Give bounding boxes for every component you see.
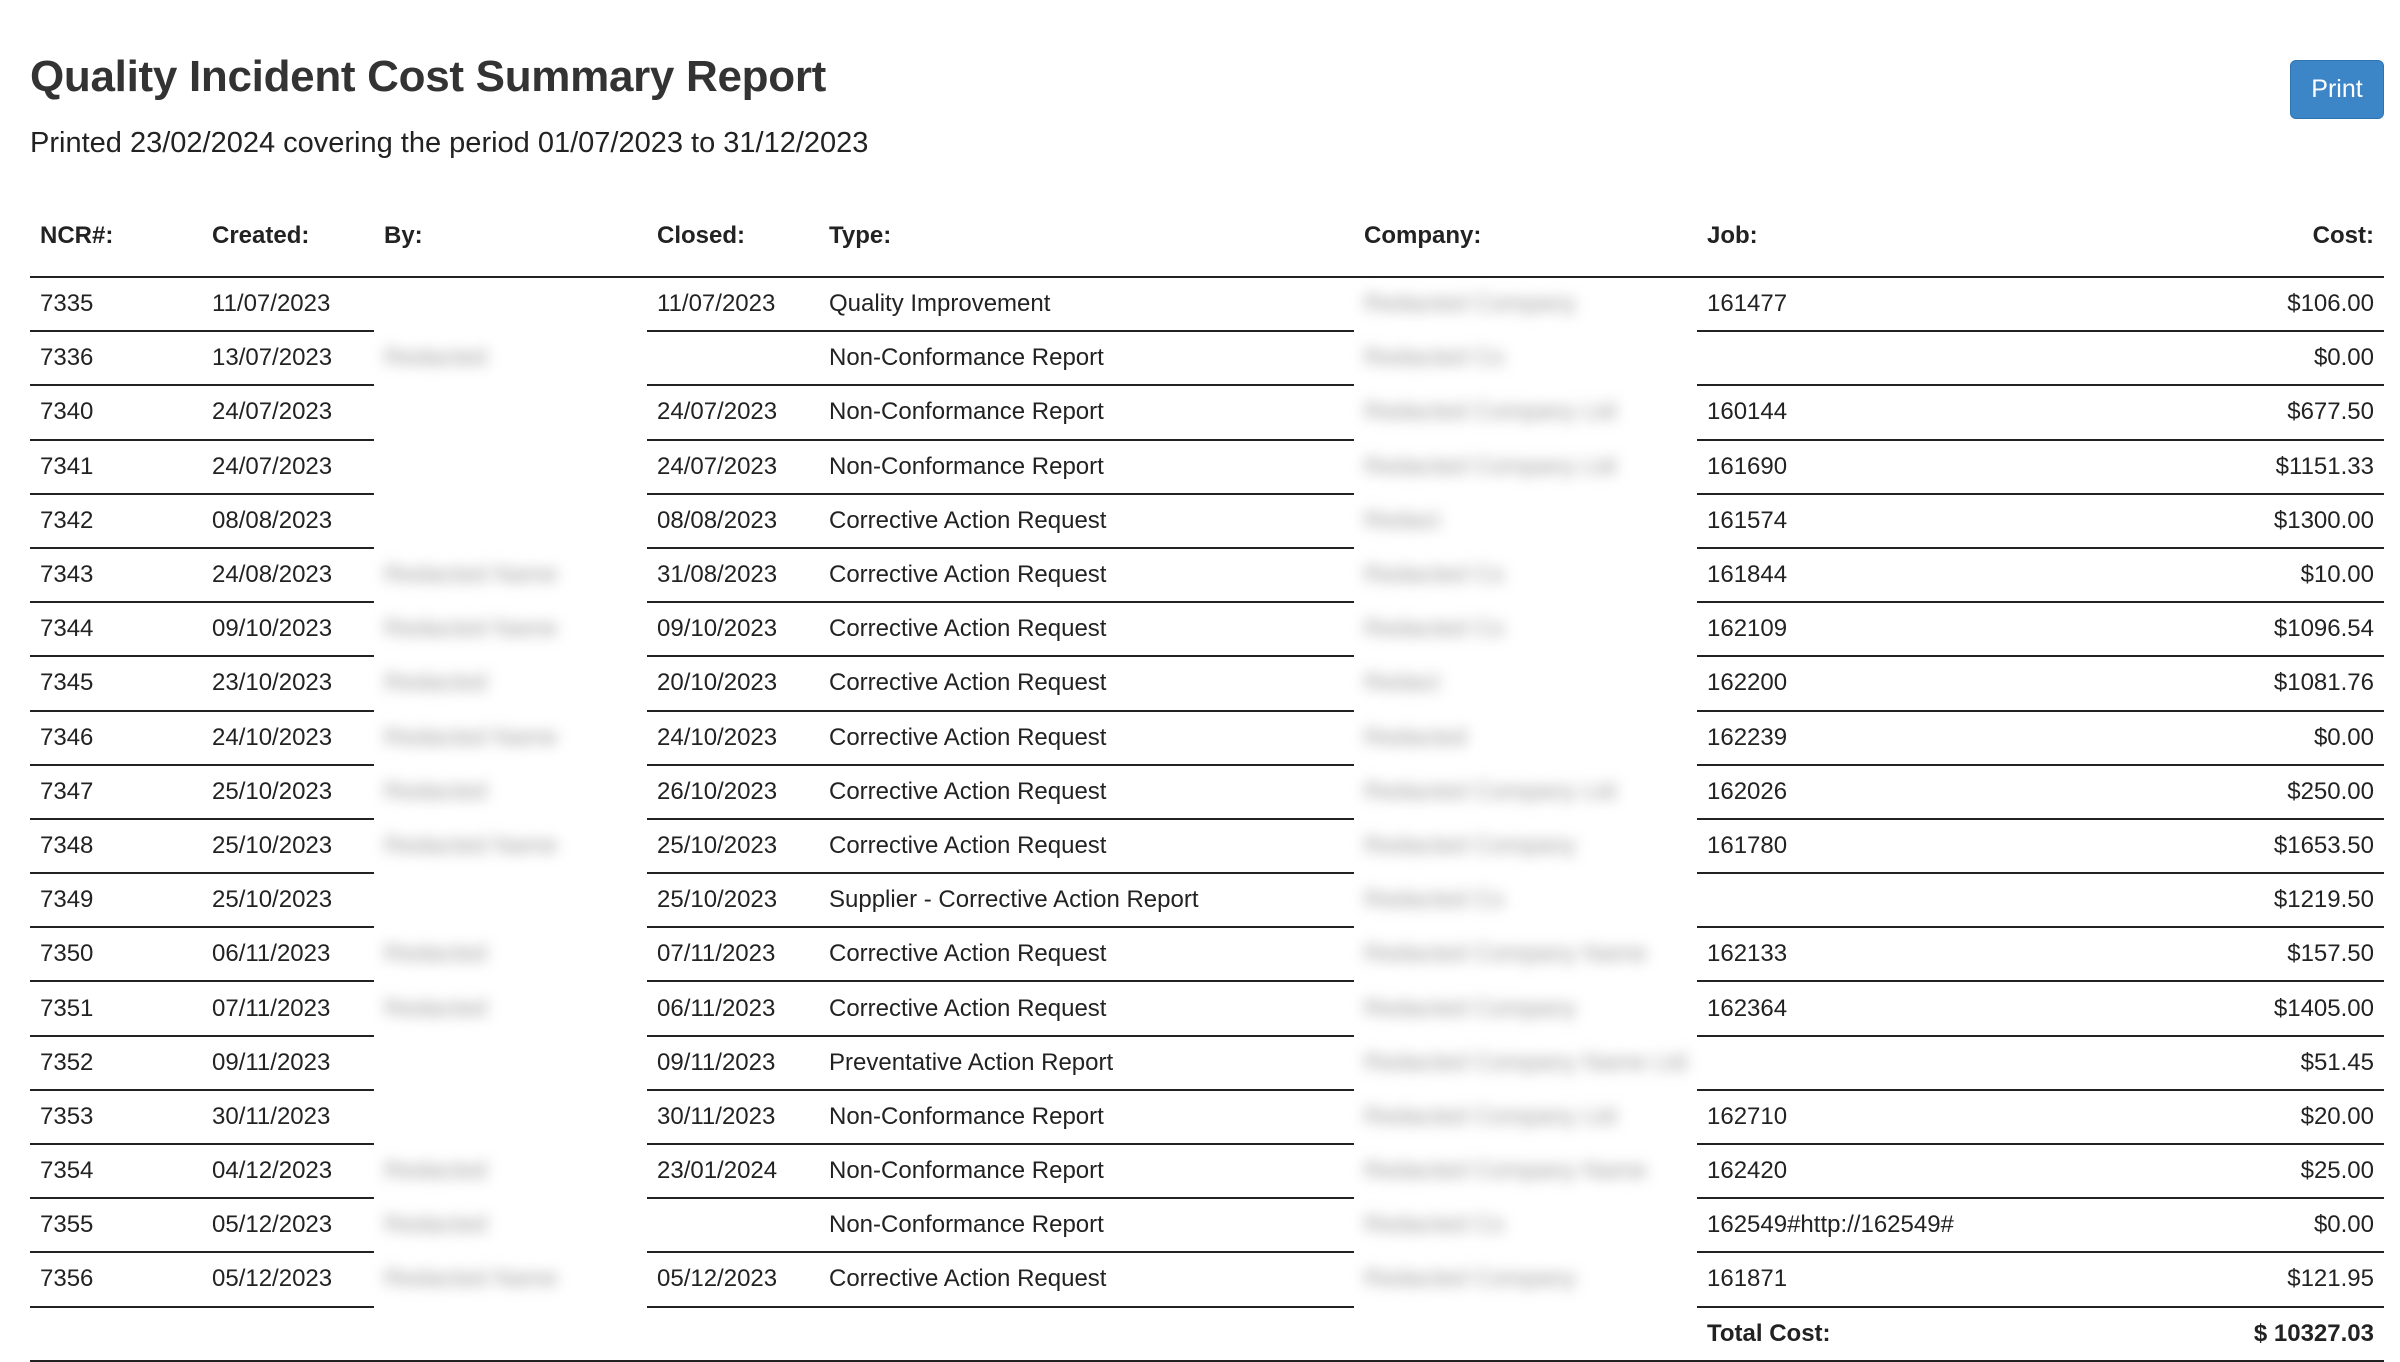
cell-ncr: 7349 — [30, 873, 202, 927]
redacted-company: Redacted Company Name — [1364, 940, 1647, 968]
table-row — [30, 1252, 2384, 1306]
redacted-by: Redacted Name — [384, 1265, 558, 1293]
redacted-company: Redacted Company Name Ltd — [1364, 1048, 1687, 1076]
redacted-company: Redacted Company Ltd — [1364, 777, 1617, 805]
cell-by — [374, 331, 647, 385]
cell-closed: 24/07/2023 — [647, 385, 819, 439]
cell-company — [1354, 1198, 1697, 1252]
cell-created: 07/11/2023 — [202, 981, 374, 1035]
cell-job: 161844 — [1697, 548, 2017, 602]
table-row — [30, 331, 2384, 385]
cell-ncr: 7355 — [30, 1198, 202, 1252]
cell-job: 162133 — [1697, 927, 2017, 981]
cell-company — [1354, 819, 1697, 873]
table-row — [30, 385, 2384, 439]
cell-type: Non-Conformance Report — [819, 331, 1354, 385]
column-header-created: Created: — [202, 196, 374, 277]
cell-created: 30/11/2023 — [202, 1090, 374, 1144]
cell-job — [1697, 873, 2017, 927]
redacted-company: Redacted Company Ltd — [1364, 452, 1617, 480]
cell-ncr: 7335 — [30, 277, 202, 331]
cell-job: 162549#http://162549# — [1697, 1198, 2017, 1252]
table-row — [30, 711, 2384, 765]
cell-created: 04/12/2023 — [202, 1144, 374, 1198]
cell-by — [374, 981, 647, 1035]
cell-closed: 23/01/2024 — [647, 1144, 819, 1198]
redacted-by: Redacted — [384, 940, 487, 968]
redacted-company: Redact — [1364, 506, 1441, 534]
cell-job: 162710 — [1697, 1090, 2017, 1144]
cell-closed: 09/11/2023 — [647, 1036, 819, 1090]
redacted-by: Redacted — [384, 777, 487, 805]
cell-created: 24/07/2023 — [202, 440, 374, 494]
table-header-row — [30, 196, 2384, 277]
cell-closed: 08/08/2023 — [647, 494, 819, 548]
cell-company — [1354, 602, 1697, 656]
cell-created: 24/08/2023 — [202, 548, 374, 602]
cell-created: 08/08/2023 — [202, 494, 374, 548]
cell-cost: $0.00 — [2017, 331, 2384, 385]
cell-ncr: 7350 — [30, 927, 202, 981]
cell-by — [374, 873, 647, 927]
cell-ncr: 7344 — [30, 602, 202, 656]
redacted-by: Redacted — [384, 1157, 487, 1185]
table-row — [30, 440, 2384, 494]
cell-type: Non-Conformance Report — [819, 1144, 1354, 1198]
cell-cost: $1081.76 — [2017, 656, 2384, 710]
table-row — [30, 927, 2384, 981]
cell-company — [1354, 331, 1697, 385]
cell-ncr: 7342 — [30, 494, 202, 548]
cell-company — [1354, 548, 1697, 602]
cell-cost: $0.00 — [2017, 1198, 2384, 1252]
cell-company — [1354, 711, 1697, 765]
cell-job: 162026 — [1697, 765, 2017, 819]
cell-closed: 25/10/2023 — [647, 873, 819, 927]
cell-job: 162420 — [1697, 1144, 2017, 1198]
cell-ncr: 7353 — [30, 1090, 202, 1144]
table-row — [30, 656, 2384, 710]
cell-type: Corrective Action Request — [819, 765, 1354, 819]
cell-company — [1354, 873, 1697, 927]
cell-closed: 24/10/2023 — [647, 711, 819, 765]
column-header-by: By: — [374, 196, 647, 277]
cell-closed: 09/10/2023 — [647, 602, 819, 656]
cell-ncr: 7346 — [30, 711, 202, 765]
cell-closed: 26/10/2023 — [647, 765, 819, 819]
redacted-company: Redacted Company Ltd — [1364, 398, 1617, 426]
table-row — [30, 1144, 2384, 1198]
cell-ncr: 7341 — [30, 440, 202, 494]
page-title: Quality Incident Cost Summary Report — [30, 52, 827, 101]
cell-type: Non-Conformance Report — [819, 1090, 1354, 1144]
table-row — [30, 602, 2384, 656]
cell-ncr: 7352 — [30, 1036, 202, 1090]
redacted-by: Redacted — [384, 994, 487, 1022]
cell-created: 11/07/2023 — [202, 277, 374, 331]
cell-job: 162364 — [1697, 981, 2017, 1035]
cell-job: 161690 — [1697, 440, 2017, 494]
redacted-by: Redacted — [384, 344, 487, 372]
cell-created: 09/10/2023 — [202, 602, 374, 656]
cell-type: Corrective Action Request — [819, 981, 1354, 1035]
table-row — [30, 1090, 2384, 1144]
cell-ncr: 7347 — [30, 765, 202, 819]
cell-job — [1697, 331, 2017, 385]
cell-by — [374, 927, 647, 981]
cell-type: Corrective Action Request — [819, 548, 1354, 602]
cell-closed: 31/08/2023 — [647, 548, 819, 602]
cell-type: Non-Conformance Report — [819, 385, 1354, 439]
column-header-company: Company: — [1354, 196, 1697, 277]
cell-ncr: 7348 — [30, 819, 202, 873]
cell-by — [374, 1090, 647, 1144]
cell-by — [374, 1252, 647, 1306]
cell-by — [374, 765, 647, 819]
cell-cost: $1405.00 — [2017, 981, 2384, 1035]
cell-job: 161871 — [1697, 1252, 2017, 1306]
cell-created: 05/12/2023 — [202, 1198, 374, 1252]
cell-created: 05/12/2023 — [202, 1252, 374, 1306]
total-row — [30, 1307, 2384, 1361]
cell-cost: $10.00 — [2017, 548, 2384, 602]
cell-company — [1354, 277, 1697, 331]
cell-company — [1354, 981, 1697, 1035]
redacted-company: Redacted Company — [1364, 290, 1577, 318]
cell-company — [1354, 656, 1697, 710]
cell-type: Corrective Action Request — [819, 927, 1354, 981]
redacted-company: Redacted Company Ltd — [1364, 1102, 1617, 1130]
redacted-by: Redacted Name — [384, 723, 558, 751]
table-row — [30, 277, 2384, 331]
cell-closed — [647, 1198, 819, 1252]
cell-by — [374, 277, 647, 331]
cell-closed: 05/12/2023 — [647, 1252, 819, 1306]
cell-cost: $20.00 — [2017, 1090, 2384, 1144]
cell-by — [374, 440, 647, 494]
table-row — [30, 494, 2384, 548]
redacted-company: Redacted Co — [1364, 344, 1505, 372]
cell-company — [1354, 440, 1697, 494]
cell-company — [1354, 1036, 1697, 1090]
cell-company — [1354, 1252, 1697, 1306]
redacted-company: Redacted Company — [1364, 994, 1577, 1022]
report-period-subtitle: Printed 23/02/2024 covering the period 01/07/2023 to 31/12/2023 — [30, 127, 869, 159]
cell-ncr: 7340 — [30, 385, 202, 439]
incident-cost-table — [30, 196, 2384, 1362]
redacted-by: Redacted Name — [384, 831, 558, 859]
cell-ncr: 7343 — [30, 548, 202, 602]
cell-job: 161780 — [1697, 819, 2017, 873]
total-value: $ 10327.03 — [2017, 1307, 2384, 1361]
table-row — [30, 548, 2384, 602]
cell-type: Corrective Action Request — [819, 656, 1354, 710]
redacted-company: Redacted — [1364, 723, 1467, 751]
cell-company — [1354, 385, 1697, 439]
cell-closed: 24/07/2023 — [647, 440, 819, 494]
redacted-company: Redacted Company — [1364, 831, 1577, 859]
column-header-type: Type: — [819, 196, 1354, 277]
column-header-cost: Cost: — [2017, 196, 2384, 277]
total-spacer — [30, 1307, 1697, 1361]
cell-job: 162200 — [1697, 656, 2017, 710]
cell-cost: $1096.54 — [2017, 602, 2384, 656]
redacted-company: Redacted Company — [1364, 1265, 1577, 1293]
cell-job: 161574 — [1697, 494, 2017, 548]
cell-by — [374, 494, 647, 548]
cell-by — [374, 1036, 647, 1090]
cell-cost: $1653.50 — [2017, 819, 2384, 873]
print-button[interactable]: Print — [2290, 60, 2384, 119]
cell-created: 25/10/2023 — [202, 873, 374, 927]
column-header-job: Job: — [1697, 196, 2017, 277]
cell-by — [374, 656, 647, 710]
cell-by — [374, 602, 647, 656]
redacted-by: Redacted Name — [384, 615, 558, 643]
cell-created: 06/11/2023 — [202, 927, 374, 981]
column-header-ncr: NCR#: — [30, 196, 202, 277]
cell-type: Corrective Action Request — [819, 602, 1354, 656]
cell-type: Corrective Action Request — [819, 711, 1354, 765]
cell-closed: 30/11/2023 — [647, 1090, 819, 1144]
redacted-company: Redacted Co — [1364, 615, 1505, 643]
cell-closed — [647, 331, 819, 385]
cell-by — [374, 711, 647, 765]
table-row — [30, 1036, 2384, 1090]
cell-job: 160144 — [1697, 385, 2017, 439]
cell-company — [1354, 927, 1697, 981]
cell-cost: $1151.33 — [2017, 440, 2384, 494]
cell-company — [1354, 765, 1697, 819]
cell-cost: $106.00 — [2017, 277, 2384, 331]
table-row — [30, 873, 2384, 927]
cell-type: Supplier - Corrective Action Report — [819, 873, 1354, 927]
cell-created: 09/11/2023 — [202, 1036, 374, 1090]
cell-cost: $25.00 — [2017, 1144, 2384, 1198]
cell-job: 162239 — [1697, 711, 2017, 765]
cell-type: Corrective Action Request — [819, 1252, 1354, 1306]
cell-ncr: 7351 — [30, 981, 202, 1035]
redacted-company: Redacted Co — [1364, 561, 1505, 589]
cell-ncr: 7354 — [30, 1144, 202, 1198]
table-row — [30, 765, 2384, 819]
cell-by — [374, 1198, 647, 1252]
table-row — [30, 981, 2384, 1035]
cell-company — [1354, 494, 1697, 548]
cell-job: 161477 — [1697, 277, 2017, 331]
cell-closed: 25/10/2023 — [647, 819, 819, 873]
cell-cost: $121.95 — [2017, 1252, 2384, 1306]
cell-cost: $0.00 — [2017, 711, 2384, 765]
cell-closed: 06/11/2023 — [647, 981, 819, 1035]
cell-type: Non-Conformance Report — [819, 440, 1354, 494]
table-row — [30, 819, 2384, 873]
cell-created: 25/10/2023 — [202, 819, 374, 873]
table-body — [30, 277, 2384, 1307]
cell-ncr: 7336 — [30, 331, 202, 385]
redacted-by: Redacted Name — [384, 561, 558, 589]
cell-created: 24/07/2023 — [202, 385, 374, 439]
cell-cost: $1300.00 — [2017, 494, 2384, 548]
cell-company — [1354, 1144, 1697, 1198]
cell-ncr: 7356 — [30, 1252, 202, 1306]
cell-job: 162109 — [1697, 602, 2017, 656]
cell-created: 24/10/2023 — [202, 711, 374, 765]
cell-by — [374, 1144, 647, 1198]
redacted-company: Redacted Company Name — [1364, 1157, 1647, 1185]
cell-type: Corrective Action Request — [819, 819, 1354, 873]
cell-cost: $677.50 — [2017, 385, 2384, 439]
cell-by — [374, 385, 647, 439]
cell-ncr: 7345 — [30, 656, 202, 710]
cell-type: Quality Improvement — [819, 277, 1354, 331]
cell-closed: 07/11/2023 — [647, 927, 819, 981]
cell-created: 25/10/2023 — [202, 765, 374, 819]
cell-cost: $1219.50 — [2017, 873, 2384, 927]
cell-closed: 20/10/2023 — [647, 656, 819, 710]
redacted-company: Redact — [1364, 669, 1441, 697]
cell-cost: $250.00 — [2017, 765, 2384, 819]
cell-cost: $157.50 — [2017, 927, 2384, 981]
cell-type: Preventative Action Report — [819, 1036, 1354, 1090]
cell-created: 23/10/2023 — [202, 656, 374, 710]
cell-type: Non-Conformance Report — [819, 1198, 1354, 1252]
redacted-by: Redacted — [384, 669, 487, 697]
redacted-by: Redacted — [384, 1211, 487, 1239]
table-row — [30, 1198, 2384, 1252]
column-header-closed: Closed: — [647, 196, 819, 277]
cell-created: 13/07/2023 — [202, 331, 374, 385]
redacted-company: Redacted Co — [1364, 1211, 1505, 1239]
cell-closed: 11/07/2023 — [647, 277, 819, 331]
redacted-company: Redacted Co — [1364, 886, 1505, 914]
cell-type: Corrective Action Request — [819, 494, 1354, 548]
cell-by — [374, 819, 647, 873]
cell-company — [1354, 1090, 1697, 1144]
cell-job — [1697, 1036, 2017, 1090]
cell-cost: $51.45 — [2017, 1036, 2384, 1090]
total-label: Total Cost: — [1697, 1307, 2017, 1361]
cell-by — [374, 548, 647, 602]
